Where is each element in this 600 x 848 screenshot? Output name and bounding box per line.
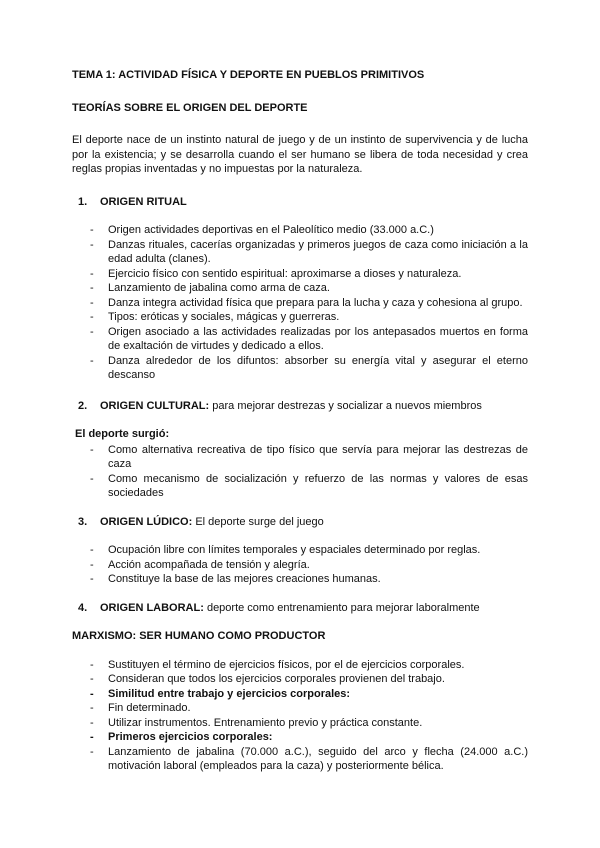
- heading-description: deporte como entrenamiento para mejorar laboralmente: [203, 601, 480, 614]
- origen-ritual-heading: [78, 195, 528, 210]
- heading-text: ORIGEN LABORAL:: [100, 601, 204, 614]
- list-number: 4.: [78, 601, 88, 614]
- list-item: - Danza integra actividad física que prepara para la lucha y caza y cohesiona al grupo.: [72, 296, 528, 311]
- document-page: [72, 68, 528, 774]
- list-item: - Constituye la base de las mejores creaciones humanas.: [72, 572, 528, 587]
- list-item: - Consideran que todos los ejercicios corporales provienen del trabajo.: [72, 672, 528, 687]
- list-item: - Lanzamiento de jabalina como arma de caza.: [72, 281, 528, 296]
- heading-text: ORIGEN LÚDICO:: [100, 515, 193, 528]
- list-item: - Tipos: eróticas y sociales, mágicas y guerreras.: [72, 310, 528, 325]
- origen-cultural-heading: [78, 399, 528, 414]
- page-title: TEMA 1: ACTIVIDAD FÍSICA Y DEPORTE EN PUEBLOS PRIMITIVOS: [72, 69, 425, 81]
- heading-text: ORIGEN RITUAL: [100, 195, 187, 208]
- list-number: 2.: [78, 399, 88, 412]
- list-item: - Sustituyen el término de ejercicios físicos, por el de ejercicios corporales.: [72, 658, 528, 673]
- list-item: - Fin determinado.: [72, 701, 528, 716]
- list-number: 3.: [78, 515, 88, 528]
- list-item: - Primeros ejercicios corporales:: [72, 730, 528, 745]
- origen-ludico-heading: [78, 515, 528, 530]
- list-item: - Ocupación libre con límites temporales y espaciales determinado por reglas.: [72, 543, 528, 558]
- list-item: - Acción acompañada de tensión y alegría.: [72, 558, 528, 573]
- list-item: - Ejercicio físico con sentido espiritual: aproximarse a dioses y naturaleza.: [72, 267, 528, 282]
- list-number: 1.: [78, 195, 88, 208]
- list-item: - Utilizar instrumentos. Entrenamiento previo y práctica constante.: [72, 716, 528, 731]
- list-item: - Danza alrededor de los difuntos: absorber su energía vital y asegurar el eterno descanso: [72, 354, 528, 383]
- heading-text: ORIGEN CULTURAL:: [100, 399, 210, 412]
- list-item: - Origen asociado a las actividades realizadas por los antepasados muertos en forma de exaltación de virtudes y dedicado a ellos.: [72, 325, 528, 354]
- ritual-list: [72, 223, 528, 383]
- marxismo-list: [72, 658, 528, 774]
- ludico-list: [72, 543, 528, 587]
- heading-description: El deporte surge del juego: [192, 515, 324, 528]
- list-item: - Similitud entre trabajo y ejercicios corporales:: [72, 687, 528, 702]
- heading-description: para mejorar destrezas y socializar a nuevos miembros: [209, 399, 482, 412]
- surgio-label: El deporte surgió:: [75, 428, 170, 440]
- surgio-list: [72, 443, 528, 501]
- list-item: - Lanzamiento de jabalina (70.000 a.C.), seguido del arco y flecha (24.000 a.C.) motivación laboral (empleados para la caza) y posteriormente bélica.: [72, 745, 528, 774]
- section-heading: TEORÍAS SOBRE EL ORIGEN DEL DEPORTE: [72, 101, 308, 114]
- list-item: - Origen actividades deportivas en el Paleolítico medio (33.000 a.C.): [72, 223, 528, 238]
- origen-laboral-heading: [78, 601, 528, 616]
- intro-paragraph: El deporte nace de un instinto natural de juego y de un instinto de supervivencia y de lucha por la existencia; y se desarrolla cuando el ser humano se libera de toda necesidad y crea reglas propias inventadas y no impuestas por la naturaleza.: [72, 134, 528, 175]
- list-item: - Como alternativa recreativa de tipo físico que servía para mejorar las destrezas de caza: [72, 443, 528, 472]
- list-item: - Como mecanismo de socialización y refuerzo de las normas y valores de esas sociedades: [72, 472, 528, 501]
- list-item: - Danzas rituales, cacerías organizadas y primeros juegos de caza como iniciación a la edad adulta (clanes).: [72, 238, 528, 267]
- marxismo-heading: MARXISMO: SER HUMANO COMO PRODUCTOR: [72, 630, 326, 642]
